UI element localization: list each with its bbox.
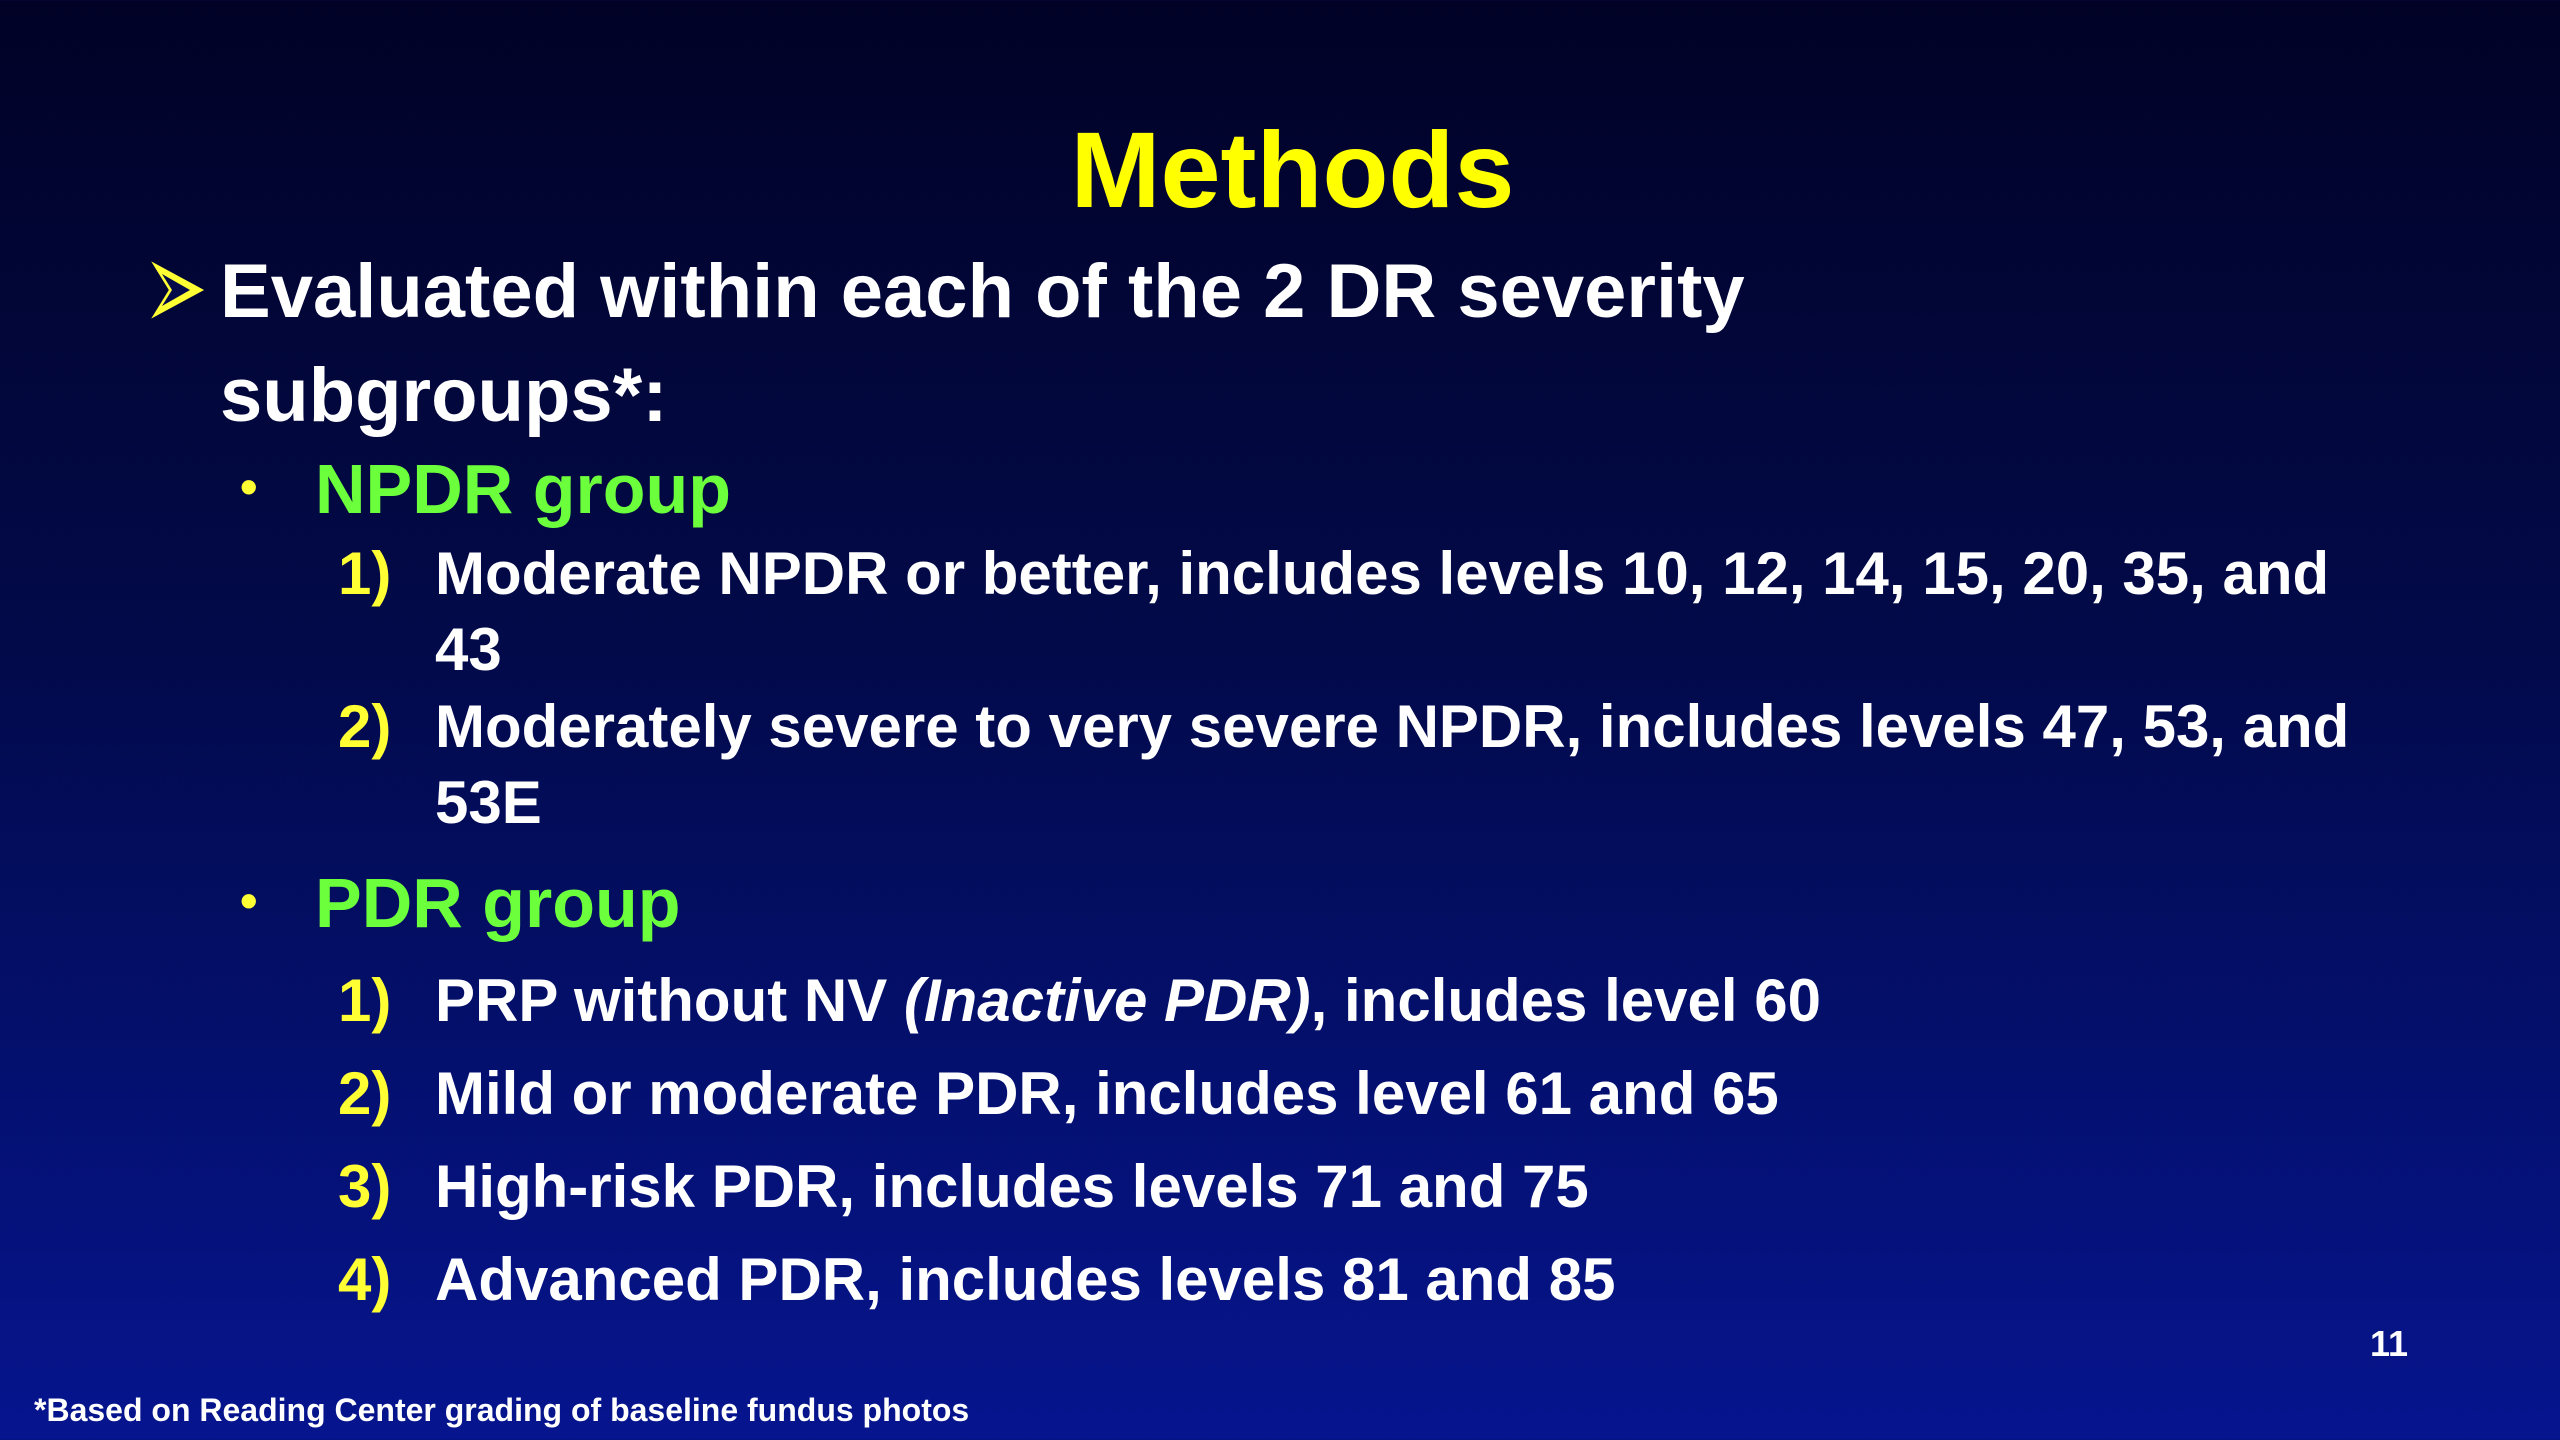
pdr-group-label: PDR group (315, 864, 681, 942)
round-bullet-icon: • (240, 872, 258, 929)
npdr-group-heading (240, 444, 731, 540)
item-number: 2) (338, 1060, 392, 1127)
item-number: 1) (338, 967, 392, 1034)
list-item (338, 536, 2388, 688)
item-number: 2) (338, 693, 392, 760)
main-bullet-text: Evaluated within each of the 2 DR severity subgroups*: (220, 249, 1745, 438)
item-text: Moderate NPDR or better, includes levels 10, 12, 14, 15, 20, 35, and 43 (435, 540, 2330, 683)
item-number: 4) (338, 1246, 392, 1313)
item-text: High-risk PDR, includes levels 71 and 75 (435, 1153, 1589, 1220)
item-text: Mild or moderate PDR, includes level 61 and 65 (435, 1060, 1779, 1127)
arrowhead-bullet-icon (150, 260, 206, 320)
round-bullet-icon: • (240, 458, 258, 515)
footnote: *Based on Reading Center grading of baseline fundus photos (34, 1392, 970, 1428)
item-text: Advanced PDR, includes levels 81 and 85 (435, 1246, 1616, 1313)
item-text-italic: (Inactive PDR) (903, 967, 1311, 1034)
item-text-part: PRP without NV (435, 967, 904, 1034)
list-item (338, 1056, 2388, 1132)
main-bullet (150, 240, 2030, 448)
item-text-part: , includes level 60 (1310, 967, 1821, 1034)
item-text (435, 963, 2388, 1039)
slide-title: Methods (1070, 109, 1515, 230)
item-text: Moderately severe to very severe NPDR, includes levels 47, 53, and 53E (435, 693, 2350, 836)
list-item (338, 1242, 2388, 1318)
item-number: 3) (338, 1153, 392, 1220)
pdr-group-heading (240, 858, 681, 954)
list-item (338, 689, 2388, 841)
item-number: 1) (338, 540, 392, 607)
npdr-group-label: NPDR group (315, 450, 732, 528)
page-number: 11 (2370, 1323, 2409, 1364)
list-item (338, 1149, 2388, 1225)
list-item (338, 963, 2388, 1039)
